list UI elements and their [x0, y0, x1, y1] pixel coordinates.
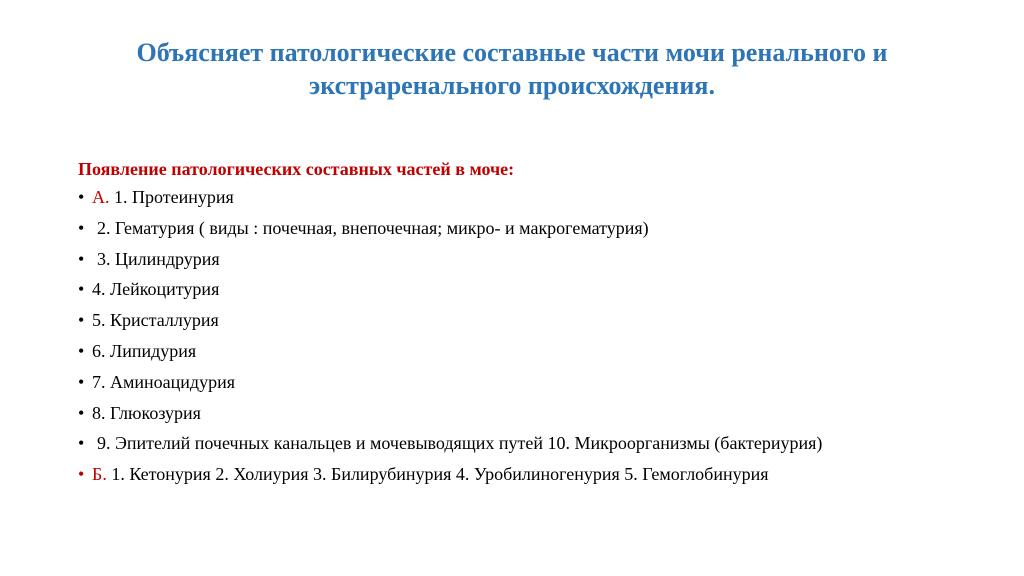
bullet-icon: • [78, 217, 85, 238]
list-item [78, 432, 958, 454]
slide-title-line-1: Объясняет патологические составные части мочи ренального и [136, 38, 888, 67]
list-item-text: 1. Протеинурия [109, 187, 234, 207]
list-item [78, 371, 958, 393]
slide-content [78, 158, 958, 494]
bullet-icon: • [78, 248, 85, 269]
bullet-icon: • [78, 310, 85, 331]
list-item-text: 4. Лейкоцитурия [92, 279, 220, 300]
bullet-icon: • [78, 279, 85, 300]
bullet-icon: • [78, 371, 85, 392]
bullet-icon: • [78, 402, 85, 423]
list-item [78, 248, 958, 270]
bullet-icon: • [78, 433, 85, 454]
list-item-text: 7. Аминоацидурия [92, 371, 235, 392]
bullet-list [78, 186, 958, 485]
list-item-text: 5. Кристаллурия [92, 310, 219, 331]
list-item [78, 217, 958, 239]
list-item-prefix: А. [92, 187, 110, 207]
content-heading: Появление патологических составных частей в моче: [78, 159, 515, 179]
list-item [78, 463, 958, 485]
list-item-text: 8. Глюкозурия [92, 402, 201, 423]
list-item-prefix: Б. [92, 464, 107, 485]
slide-title [40, 36, 984, 102]
list-item-text: 1. Кетонурия 2. Холиурия 3. Билирубинурия 4. Уробилиногенурия 5. Гемоглобинурия [106, 464, 769, 485]
bullet-icon: • [78, 187, 85, 207]
list-item [78, 340, 958, 362]
list-item [78, 402, 958, 424]
slide-title-line-2: экстраренального происхождения. [309, 71, 715, 100]
list-item-text: 9. Эпителий почечных канальцев и мочевыводящих путей 10. Микроорганизмы (бактериурия) [97, 433, 823, 454]
list-item [78, 186, 958, 208]
list-item-text: 2. Гематурия ( виды : почечная, внепочечная; микро- и макрогематурия) [97, 217, 649, 238]
list-item [78, 309, 958, 331]
list-item-text: 3. Цилиндрурия [97, 248, 220, 269]
bullet-icon: • [78, 464, 85, 485]
list-item-text: 6. Липидурия [92, 340, 197, 361]
list-item [78, 278, 958, 300]
bullet-icon: • [78, 340, 85, 361]
